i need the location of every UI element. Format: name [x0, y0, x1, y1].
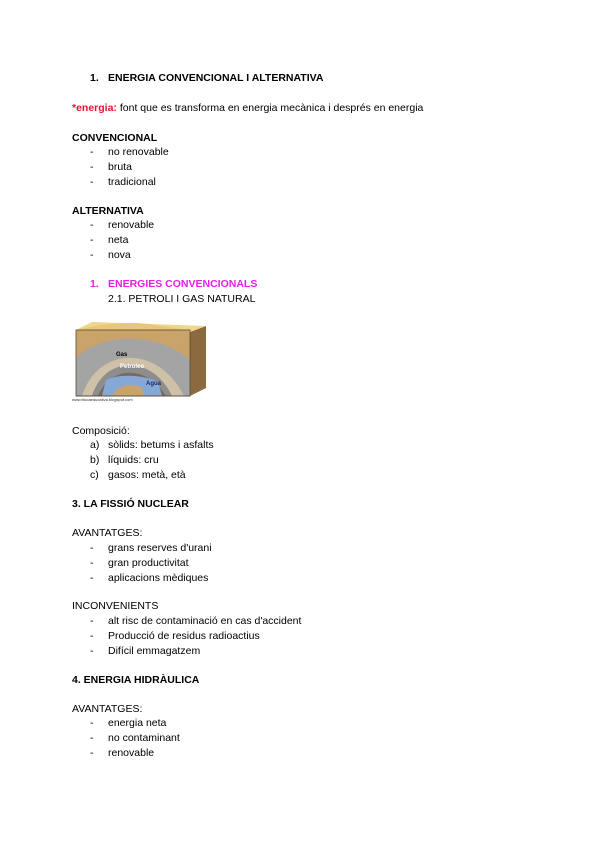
heading-number: 1.: [90, 278, 99, 290]
heading-number: 1.: [90, 72, 99, 84]
list-item: aplicacions mèdiques: [108, 572, 209, 584]
heading-energies-convencionals: ENERGIES CONVENCIONALS: [108, 278, 258, 290]
subheading-petroli-gas: 2.1. PETROLI I GAS NATURAL: [108, 293, 256, 305]
list-item: Producció de residus radioactius: [108, 630, 260, 642]
heading-fissio-nuclear: 3. LA FISSIÓ NUCLEAR: [72, 498, 189, 510]
list-marker: c): [90, 469, 99, 481]
inconvenients-title: INCONVENIENTS: [72, 600, 159, 612]
list-item: renovable: [108, 747, 155, 759]
list-item: renovable: [108, 219, 155, 231]
list-dash: -: [90, 717, 94, 729]
list-dash: -: [90, 249, 94, 261]
list-item: no contaminant: [108, 732, 180, 744]
list-item: nova: [108, 249, 131, 261]
label-petroleo: Petroleo: [120, 364, 145, 370]
list-item: tradicional: [108, 176, 156, 188]
list-dash: -: [90, 572, 94, 584]
list-item: sòlids: betums i asfalts: [108, 439, 214, 451]
list-dash: -: [90, 176, 94, 188]
list-item: gran productivitat: [108, 557, 189, 569]
list-dash: -: [90, 234, 94, 246]
avantatges-title: AVANTATGES:: [72, 703, 143, 715]
list-item: líquids: cru: [108, 454, 159, 466]
alternativa-title: ALTERNATIVA: [72, 205, 144, 217]
label-gas: Gas: [116, 352, 128, 358]
list-item: Difícil emmagatzem: [108, 645, 201, 657]
list-item: alt risc de contaminació en cas d'accident: [108, 615, 302, 627]
list-marker: b): [90, 454, 100, 466]
heading-energia-convencional-alternativa: ENERGIA CONVENCIONAL I ALTERNATIVA: [108, 72, 324, 84]
geology-diagram: [72, 318, 208, 406]
list-dash: -: [90, 732, 94, 744]
list-item: grans reserves d'urani: [108, 542, 212, 554]
definition-term: *energia:: [72, 102, 117, 114]
convencional-title: CONVENCIONAL: [72, 132, 158, 144]
list-dash: -: [90, 630, 94, 642]
figure-caption: www.fisicaeducativa.blogspot.com: [72, 397, 133, 402]
list-dash: -: [90, 146, 94, 158]
list-dash: -: [90, 219, 94, 231]
list-item: energia neta: [108, 717, 167, 729]
list-item: neta: [108, 234, 129, 246]
heading-energia-hidraulica: 4. ENERGIA HIDRÀULICA: [72, 674, 200, 686]
list-dash: -: [90, 615, 94, 627]
list-dash: -: [90, 557, 94, 569]
label-agua: Agua: [146, 381, 161, 387]
energia-definition: [72, 102, 423, 115]
list-item: gasos: metà, età: [108, 469, 186, 481]
list-dash: -: [90, 542, 94, 554]
list-item: bruta: [108, 161, 132, 173]
list-dash: -: [90, 161, 94, 173]
definition-text: font que es transforma en energia mecànica i després en energia: [116, 102, 424, 114]
list-dash: -: [90, 747, 94, 759]
list-marker: a): [90, 439, 100, 451]
petroleum-trap-figure: [72, 318, 208, 406]
composicio-title: Composició:: [72, 425, 130, 437]
list-item: no renovable: [108, 146, 169, 158]
avantatges-title: AVANTATGES:: [72, 527, 143, 539]
list-dash: -: [90, 645, 94, 657]
